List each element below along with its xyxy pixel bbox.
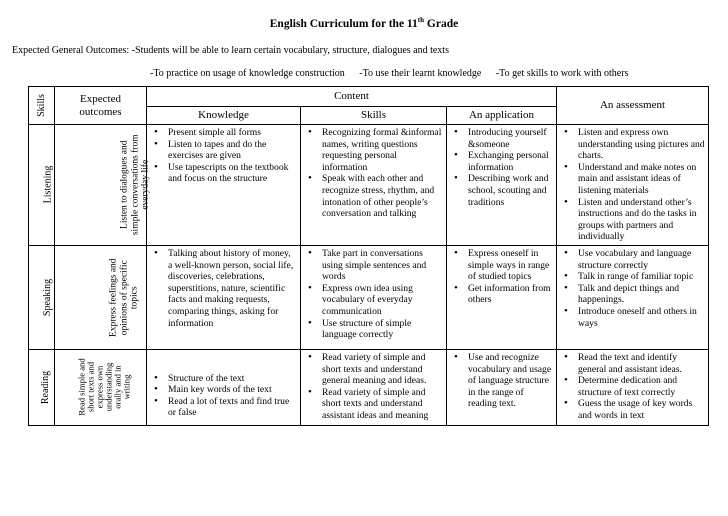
document-title: English Curriculum for the 11th Grade	[269, 16, 459, 30]
list-item: • Listen and express own understanding using pictures and charts.	[560, 127, 705, 162]
list-item: • Use structure of simple language correctly	[304, 318, 443, 341]
outcome-cell: Listen to dialogues and simple conversations from everyday life	[55, 125, 147, 246]
skill-cell-speaking: Speaking	[29, 245, 55, 349]
outcome-cell: Express feelings and opinions of specific topics	[55, 245, 147, 349]
skill-cell-reading: Reading	[29, 349, 55, 425]
list-item: • Read variety of simple and short texts and understand assistant ideas and meaning	[304, 387, 443, 422]
general-outcomes-goals	[150, 68, 640, 79]
list-item: • Talking about history of money, a well-known person, social life, discoveries, celebrations, superstitions, nature, scientific facts and making requests, comparing things, asking for information	[150, 248, 297, 329]
list-item: • Get information from others	[450, 283, 553, 306]
skills-cell	[301, 245, 447, 349]
list-item: • Describing work and school, scouting and traditions	[450, 173, 553, 208]
outcome-cell: Read simple and short texts and express own understanding orally and in writing	[55, 349, 147, 425]
list-item: • Read a lot of texts and find true or false	[150, 396, 297, 419]
list-item: • Use vocabulary and language structure correctly	[560, 248, 705, 271]
header-content: Content	[147, 87, 557, 107]
header-assessment: An assessment	[557, 87, 709, 125]
list-item: • Exchanging personal information	[450, 150, 553, 173]
list-item: • Listen to tapes and do the exercises are given	[150, 139, 297, 162]
table-row	[29, 349, 709, 425]
list-item: • Use tapescripts on the textbook and focus on the structure	[150, 162, 297, 185]
list-item: • Guess the usage of key words and words in text	[560, 398, 705, 421]
list-item: • Introducing yourself &someone	[450, 127, 553, 150]
header-knowledge: Knowledge	[147, 107, 301, 125]
skills-cell	[301, 349, 447, 425]
list-item: • Introduce oneself and others in ways	[560, 306, 705, 329]
header-skills-col: Skills	[301, 107, 447, 125]
list-item: • Main key words of the text	[150, 384, 297, 396]
list-item: • Use and recognize vocabulary and usage of language structure in the range of reading text.	[450, 352, 553, 410]
skill-cell-listening: Listening	[29, 125, 55, 246]
goal-item: -To get skills to work with others	[495, 68, 629, 79]
list-item: • Structure of the text	[150, 373, 297, 385]
header-skills: Skills	[29, 87, 55, 125]
application-cell	[447, 349, 557, 425]
assessment-cell	[557, 125, 709, 246]
list-item: • Listen and understand other’s instructions and do the tasks in groups with partners and individually	[560, 197, 705, 243]
assessment-cell	[557, 349, 709, 425]
knowledge-cell	[147, 125, 301, 246]
table-row	[29, 245, 709, 349]
assessment-cell	[557, 245, 709, 349]
list-item: • Take part in conversations using simple sentences and words	[304, 248, 443, 283]
list-item: • Read variety of simple and short texts and understand general meaning and ideas.	[304, 352, 443, 387]
list-item: • Recognizing formal &informal names, writing questions requesting personal information	[304, 127, 443, 173]
header-expected-outcomes: Expected outcomes	[55, 87, 147, 125]
knowledge-cell	[147, 349, 301, 425]
list-item: • Understand and make notes on main and assistant ideas of listening materials	[560, 162, 705, 197]
curriculum-table	[28, 86, 709, 426]
knowledge-cell	[147, 245, 301, 349]
table-row	[29, 125, 709, 246]
list-item: • Talk in range of familiar topic	[560, 271, 705, 283]
list-item: • Read the text and identify general and assistant ideas.	[560, 352, 705, 375]
list-item: • Speak with each other and recognize stress, rhythm, and intonation of other people’s conversation and talking	[304, 173, 443, 219]
skills-cell	[301, 125, 447, 246]
general-outcomes-line: Expected General Outcomes: -Students will be able to learn certain vocabulary, structure, dialogues and texts	[12, 45, 449, 56]
header-application: An application	[447, 107, 557, 125]
list-item: • Present simple all forms	[150, 127, 297, 139]
application-cell	[447, 125, 557, 246]
list-item: • Determine dedication and structure of text correctly	[560, 375, 705, 398]
list-item: • Express own idea using vocabulary of everyday communication	[304, 283, 443, 318]
goal-item: -To use their learnt knowledge	[359, 68, 482, 79]
list-item: • Express oneself in simple ways in range of studied topics	[450, 248, 553, 283]
goal-item: -To practice on usage of knowledge construction	[150, 68, 345, 79]
list-item: • Talk and depict things and happenings.	[560, 283, 705, 306]
application-cell	[447, 245, 557, 349]
